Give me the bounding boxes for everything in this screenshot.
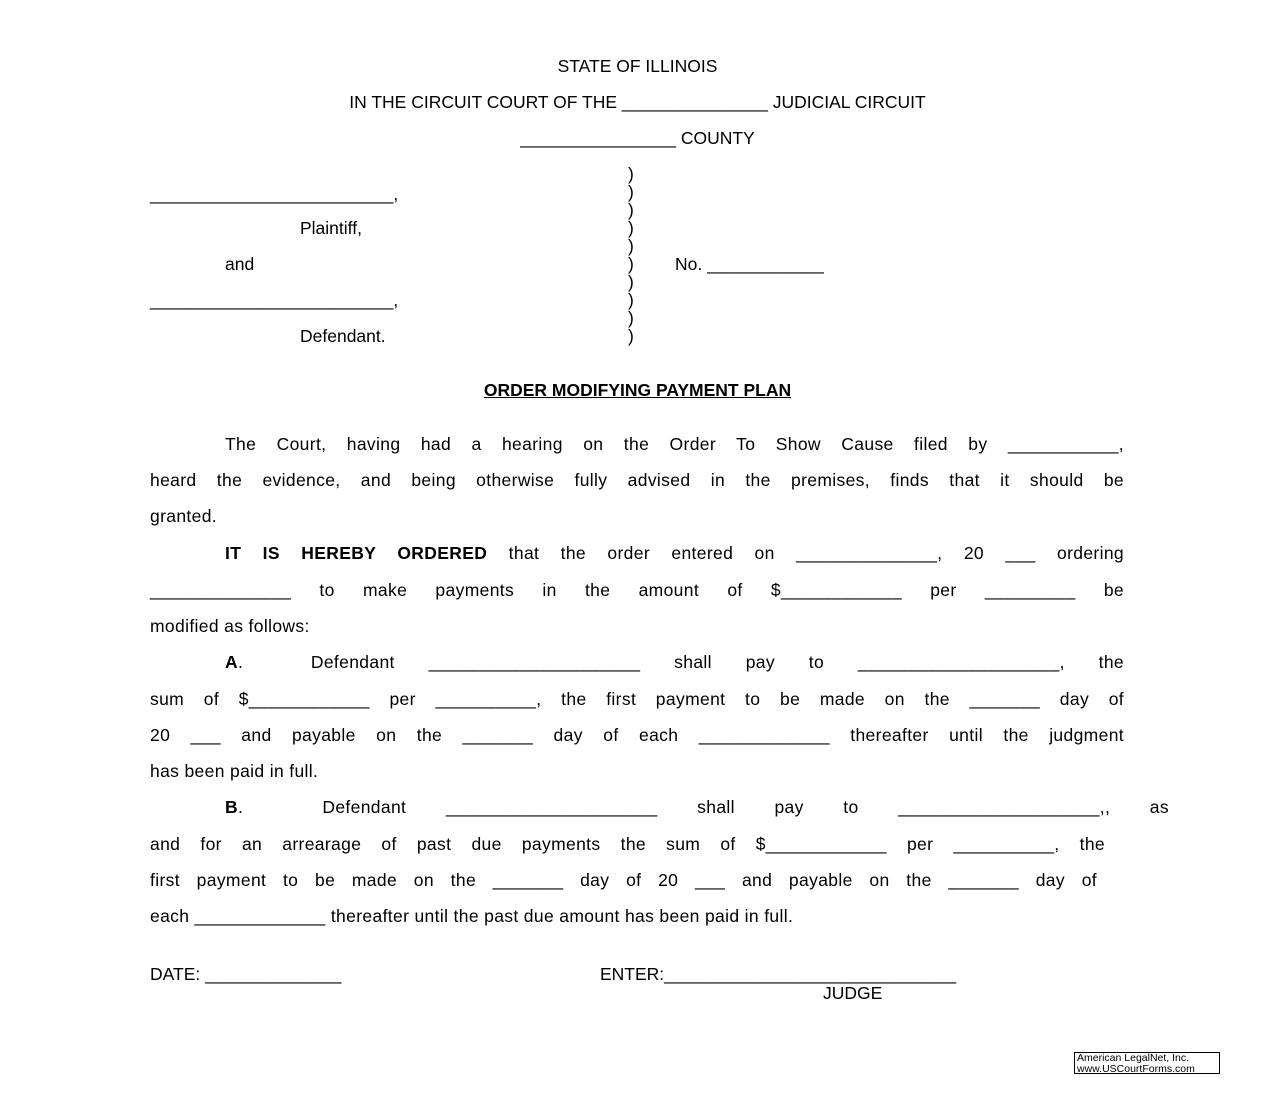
publisher-name: American LegalNet, Inc. xyxy=(1077,1052,1190,1064)
enter-signature-line: ENTER:______________________________ xyxy=(600,964,957,984)
clause-a-text: . Defendant _____________________ shall pay to ____________________, the xyxy=(238,652,1124,672)
clause-b-line: each _____________ thereafter until the past due amount has been paid in full. xyxy=(150,906,794,926)
ordered-heading: IT IS HEREBY ORDERED xyxy=(225,543,488,563)
paren-mark: ) xyxy=(628,308,634,328)
paragraph-2-line: modified as follows: xyxy=(150,616,310,636)
document-title: ORDER MODIFYING PAYMENT PLAN xyxy=(483,380,792,400)
clause-a-line: has been paid in full. xyxy=(150,761,319,781)
case-number: No. ____________ xyxy=(675,254,824,274)
state-heading: STATE OF ILLINOIS xyxy=(557,56,718,76)
paragraph-1-line: heard the evidence, and being otherwise fully advised in the premises, finds that it should be xyxy=(150,470,1124,490)
paren-mark: ) xyxy=(628,272,634,292)
paren-mark: ) xyxy=(628,236,634,256)
and-label: and xyxy=(225,254,255,274)
plaintiff-label: Plaintiff, xyxy=(300,218,362,238)
paren-mark: ) xyxy=(628,200,634,220)
paren-mark: ) xyxy=(628,164,634,184)
clause-a-line: sum of $____________ per __________, the first payment to be made on the _______ day of xyxy=(150,689,1124,709)
paragraph-2-line: ______________ to make payments in the amount of $____________ per _________ be xyxy=(150,580,1124,600)
court-heading: IN THE CIRCUIT COURT OF THE _______________ JUDICIAL CIRCUIT xyxy=(349,92,926,112)
paren-mark: ) xyxy=(628,326,634,346)
clause-b-line xyxy=(225,799,1169,817)
paragraph-2-text: that the order entered on ______________, 20 ___ ordering xyxy=(487,543,1124,563)
paragraph-1-line: granted. xyxy=(150,506,218,526)
paren-mark: ) xyxy=(628,182,634,202)
paragraph-2-line xyxy=(225,545,1124,563)
paren-mark: ) xyxy=(628,218,634,238)
paren-mark: ) xyxy=(628,254,634,274)
judge-label: JUDGE xyxy=(823,983,883,1003)
publisher-badge xyxy=(1074,1052,1220,1074)
defendant-name-line: _________________________, xyxy=(150,290,399,310)
clause-a-line: 20 ___ and payable on the _______ day of each _____________ thereafter until the judgment xyxy=(150,725,1124,745)
county-heading: ________________ COUNTY xyxy=(520,128,755,148)
defendant-label: Defendant. xyxy=(300,326,386,346)
paragraph-1-line: The Court, having had a hearing on the Order To Show Cause filed by ___________, xyxy=(225,434,1124,454)
date-line: DATE: ______________ xyxy=(150,964,342,984)
clause-b-letter: B xyxy=(225,797,238,817)
clause-b-line: and for an arrearage of past due payments the sum of $____________ per __________, the xyxy=(150,834,1105,854)
plaintiff-name-line: _________________________, xyxy=(150,184,399,204)
clause-a-letter: A xyxy=(225,652,238,672)
clause-a-line xyxy=(225,654,1124,672)
clause-b-line: first payment to be made on the _______ day of 20 ___ and payable on the _______ day of xyxy=(150,870,1097,890)
clause-b-text: . Defendant _____________________ shall pay to ____________________,, as xyxy=(238,797,1169,817)
paren-mark: ) xyxy=(628,290,634,310)
publisher-url: www.USCourtForms.com xyxy=(1077,1063,1195,1074)
